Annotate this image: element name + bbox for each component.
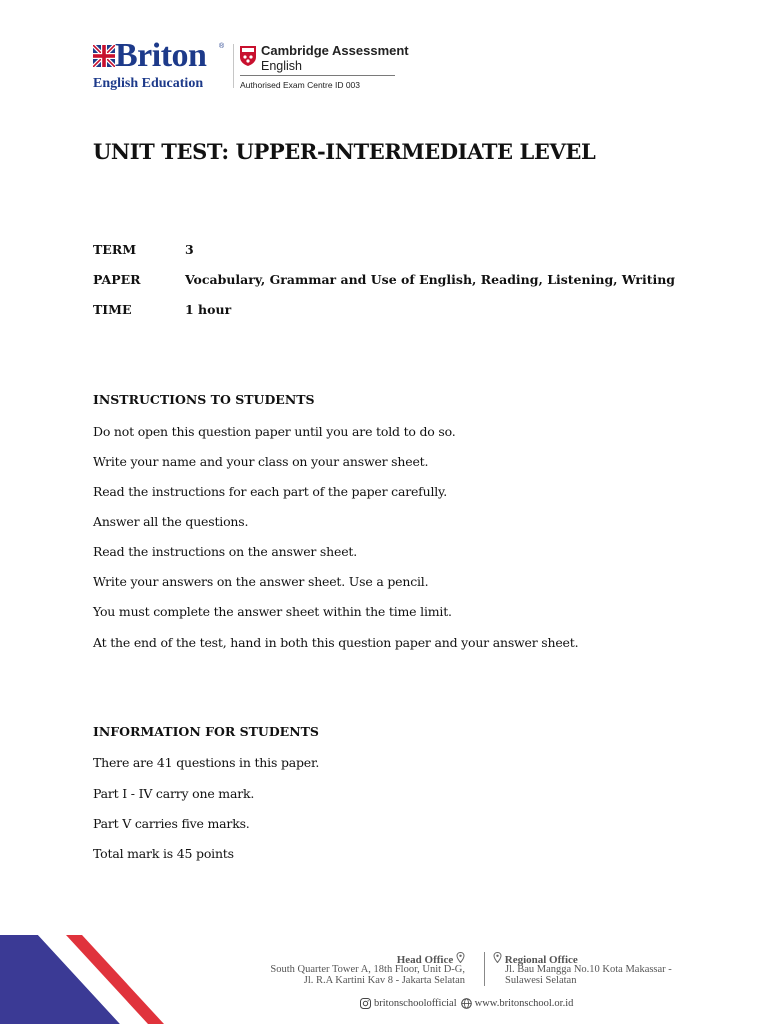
regional-office-title: Regional Office [504,954,578,966]
meta-key: TIME [93,302,132,317]
website-link[interactable]: www.britonschool.or.id [474,998,574,1009]
information-line: There are 41 questions in this paper. [93,755,320,770]
regional-office-address [505,964,672,986]
instruction-line: Do not open this question paper until you are told to do so. [93,424,456,439]
briton-logo [93,37,231,92]
brand-subtitle: English Education [93,76,204,91]
instruction-line: Write your answers on the answer sheet. Use a pencil. [93,574,429,589]
information-line: Part I - IV carry one mark. [93,786,255,801]
footer-social [360,998,573,1009]
instruction-line: You must complete the answer sheet within the time limit. [93,604,452,619]
head-office-address-line: Jl. R.A Kartini Kav 8 - Jakarta Selatan [303,975,465,986]
instruction-line: Read the instructions on the answer sheet. [93,544,357,559]
regional-office-address-line: Jl. Bau Mangga No.10 Kota Makassar - [505,964,672,975]
instructions-heading: INSTRUCTIONS TO STUDENTS [93,392,315,407]
page-title: UNIT TEST: UPPER-INTERMEDIATE LEVEL [93,139,596,164]
location-pin-icon [456,952,465,963]
head-office-title: Head Office [396,954,454,966]
partner-title: Cambridge Assessment [261,43,409,58]
union-jack-icon [93,45,115,67]
instruction-line: Read the instructions for each part of the paper carefully. [93,484,448,499]
logo-divider [233,44,234,88]
registered-mark: ® [219,43,225,50]
meta-value: 1 hour [185,302,232,317]
meta-value: 3 [185,242,194,257]
instagram-handle[interactable]: britonschoolofficial [374,998,457,1009]
head-office-address-line: South Quarter Tower A, 18th Floor, Unit D-G, [270,964,465,975]
information-heading: INFORMATION FOR STUDENTS [93,724,319,739]
meta-key: PAPER [93,272,141,287]
partner-rule [240,75,395,76]
brand-name: Briton [115,37,207,74]
information-line: Part V carries five marks. [93,816,250,831]
meta-row-term [93,242,194,257]
cambridge-shield-icon [240,46,256,66]
head-office-address [270,964,465,986]
instruction-line: Answer all the questions. [93,514,249,529]
instruction-line: Write your name and your class on your answer sheet. [93,454,429,469]
meta-row-paper [93,272,675,287]
regional-office-address-line: Sulawesi Selatan [505,975,577,986]
meta-row-time [93,302,231,317]
footer-divider [484,952,485,986]
meta-key: TERM [93,242,137,257]
location-pin-icon [493,952,502,963]
instagram-icon [360,998,371,1009]
partner-subtitle: English [261,59,302,73]
globe-icon [461,998,472,1009]
meta-value: Vocabulary, Grammar and Use of English, Reading, Listening, Writing [185,272,676,287]
partner-centre-id: Authorised Exam Centre ID 003 [240,80,361,90]
footer-corner-graphic [0,930,200,1024]
instruction-line: At the end of the test, hand in both this question paper and your answer sheet. [93,635,579,650]
information-line: Total mark is 45 points [93,846,234,861]
